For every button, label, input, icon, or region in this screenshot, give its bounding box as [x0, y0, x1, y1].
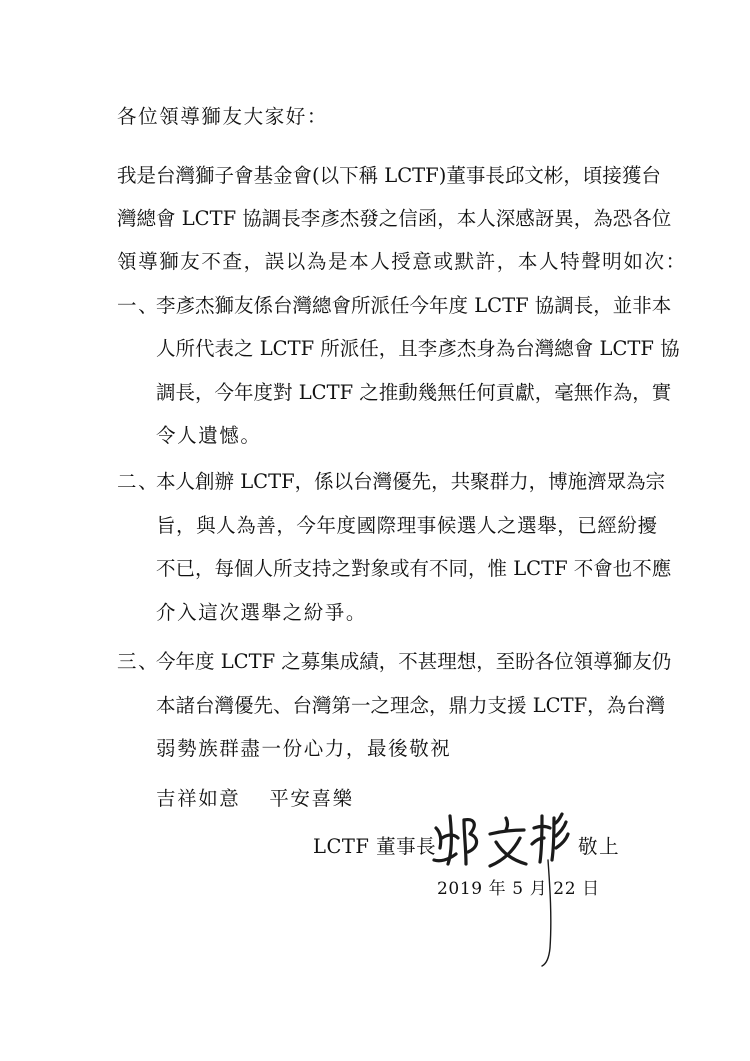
- point-3-marker: 三、: [117, 650, 160, 673]
- point-2-line: 本人創辦 LCTF，係以台灣優先，共聚群力，博施濟眾為宗: [156, 470, 666, 493]
- salutation: 各位領導獅友大家好：: [117, 105, 329, 128]
- point-1-line: 令人遺憾。: [156, 424, 262, 447]
- point-1-line: 調長，今年度對 LCTF 之推動幾無任何貢獻，毫無作為，實: [156, 381, 672, 404]
- point-1-marker: 一、: [117, 294, 160, 317]
- point-1-line: 人所代表之 LCTF 所派任，且李彥杰身為台灣總會 LCTF 協: [156, 337, 680, 360]
- point-3-line: 今年度 LCTF 之募集成績，不甚理想，至盼各位領導獅友仍: [156, 650, 672, 673]
- signoff-closing: 敬上: [578, 835, 621, 858]
- date: 2019 年 5 月 22 日: [437, 879, 600, 899]
- point-2-line: 介入這次選舉之紛爭。: [156, 601, 368, 624]
- point-3-line: 弱勢族群盡一份心力，最後敬祝: [156, 737, 452, 760]
- point-3-line: 本諸台灣優先、台灣第一之理念，鼎力支援 LCTF，為台灣: [156, 694, 666, 717]
- intro-line: 我是台灣獅子會基金會(以下稱 LCTF)董事長邱文彬，頃接獲台: [117, 164, 661, 187]
- intro-line: 領導獅友不查，誤以為是本人授意或默許，本人特聲明如次：: [117, 250, 687, 273]
- point-2-line: 旨，與人為善，今年度國際理事候選人之選舉，已經紛擾: [156, 514, 657, 537]
- blessing: 吉祥如意 平安喜樂: [156, 787, 354, 810]
- point-1-line: 李彥杰獅友係台灣總會所派任今年度 LCTF 協調長，並非本: [156, 294, 672, 317]
- intro-line: 灣總會 LCTF 協調長李彥杰發之信函，本人深感訝異，為恐各位: [117, 207, 672, 230]
- point-2-line: 不已，每個人所支持之對象或有不同，惟 LCTF 不會也不應: [156, 557, 672, 580]
- point-2-marker: 二、: [117, 470, 160, 493]
- signoff-title: LCTF 董事長: [313, 835, 437, 858]
